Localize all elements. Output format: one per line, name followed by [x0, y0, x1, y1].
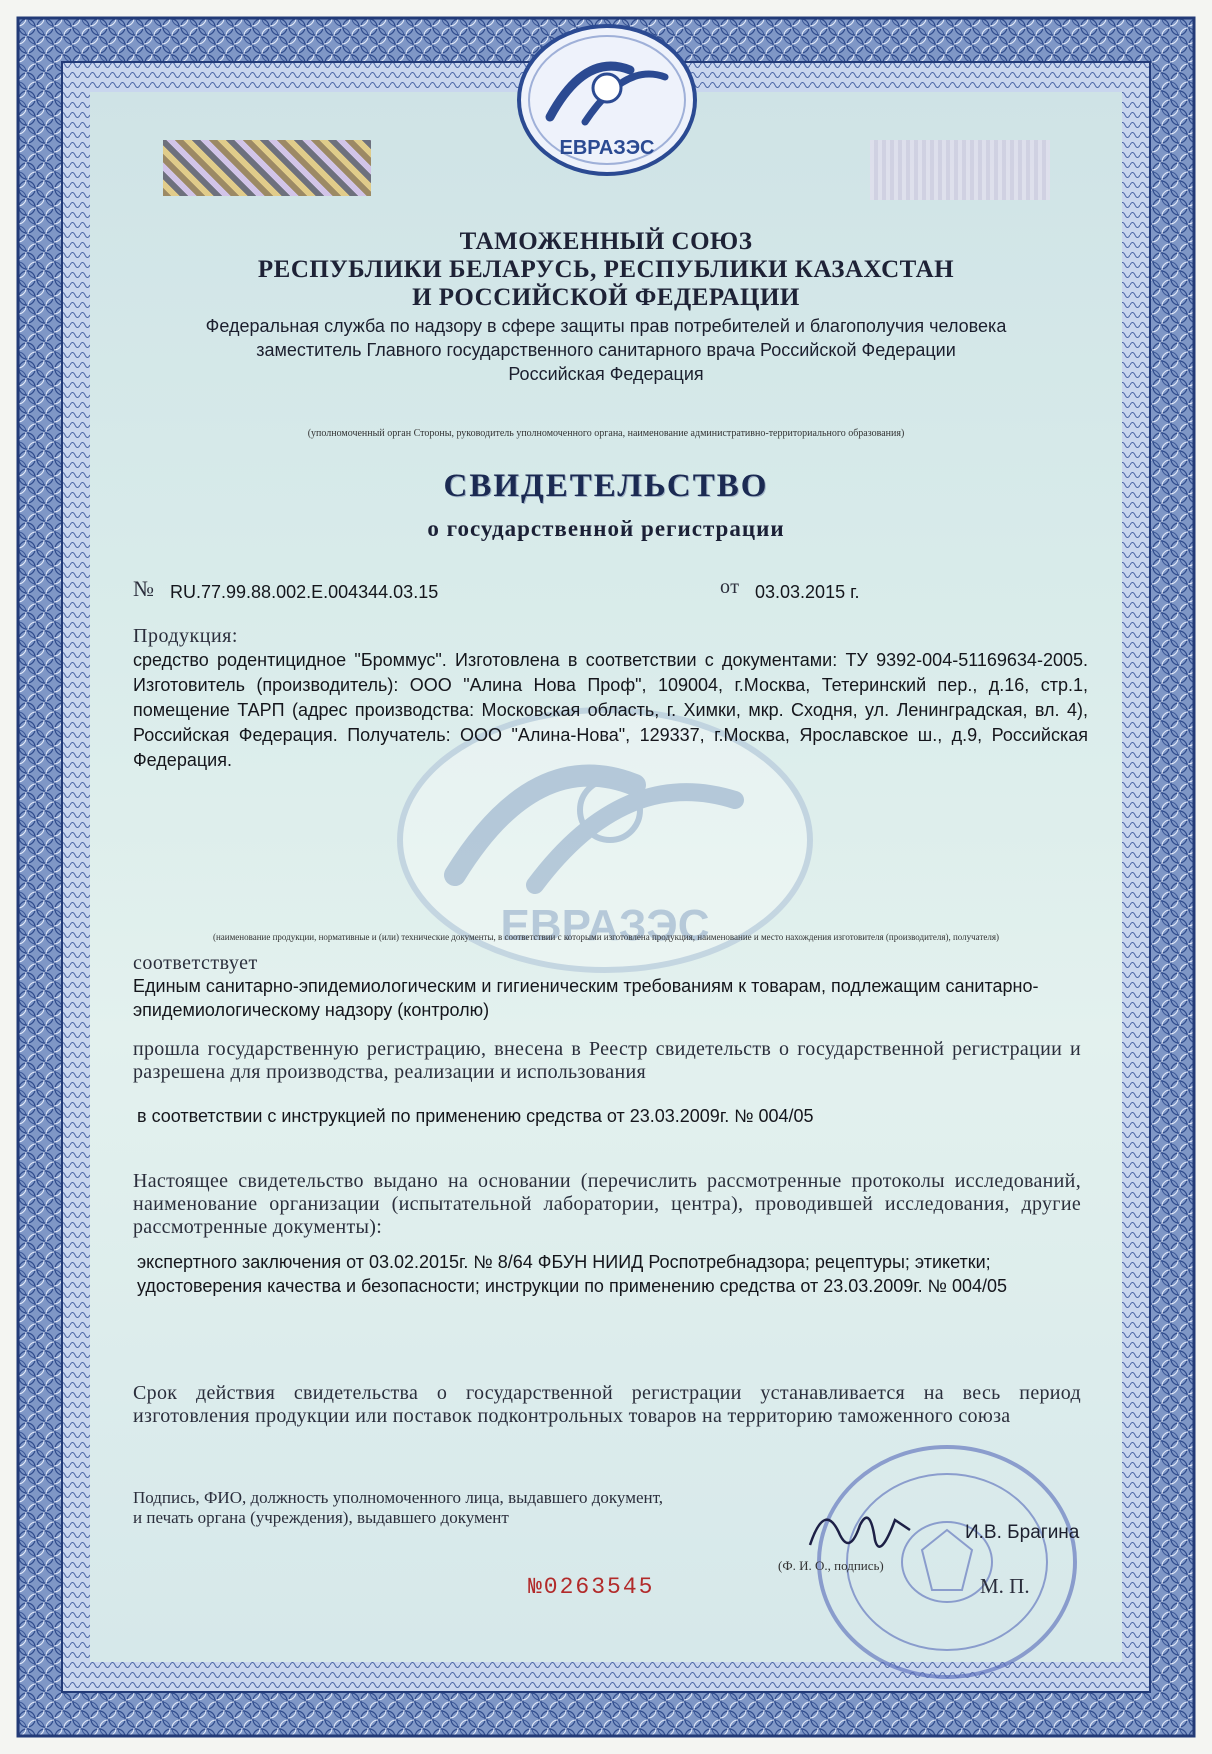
authority-line2: заместитель Главного государственного санитарного врача Российской Федерации	[256, 340, 956, 360]
product-label: Продукция:	[133, 625, 238, 647]
hologram-left	[163, 140, 371, 196]
product-caption: (наименование продукции, нормативные и (или) технические документы, в соответствии с которыми изготовлена продукция, наименование и место нахождения изготовителя (производителя), получателя)	[212, 932, 1000, 942]
number-label: №	[133, 576, 155, 601]
validity-text: Срок действия свидетельства о государственной регистрации устанавливается на весь период изготовления продукции или поставок подконтрольных товаров на территорию таможенного союза	[133, 1382, 1081, 1427]
authority-caption: (уполномоченный орган Стороны, руководитель уполномоченного органа, наименование административно-территориального образования)	[307, 428, 905, 439]
hologram-right	[870, 140, 1050, 200]
eurasec-logo	[515, 22, 699, 178]
basis-detail: экспертного заключения от 03.02.2015г. № 8/64 ФБУН НИИД Роспотребнадзора; рецептуры; этикетки; удостоверения качества и безопасности; инструкции по применению средства от 23.03.2009г. № 004/05	[137, 1252, 1008, 1296]
header-line3: И РОССИЙСКОЙ ФЕДЕРАЦИИ	[412, 284, 800, 311]
watermark-text: ЕВРАЗЭС	[500, 901, 710, 950]
document-title: СВИДЕТЕЛЬСТВО	[443, 468, 769, 504]
basis-text: Настоящее свидетельство выдано на основании (перечислить рассмотренные протоколы исследований, наименование организации (испытательной лаборатории, центра), проводившей исследования, другие рассмотренные документы):	[133, 1170, 1081, 1238]
conforms-text: Единым санитарно-эпидемиологическим и гигиеническим требованиям к товарам, подлежащим санитарно-эпидемиологическому надзору (контролю)	[133, 976, 1039, 1020]
header-line2: РЕСПУБЛИКИ БЕЛАРУСЬ, РЕСПУБЛИКИ КАЗАХСТАН	[257, 256, 955, 283]
authority-line1: Федеральная служба по надзору в сфере защиты прав потребителей и благополучия человека	[205, 316, 1007, 336]
registration-number: RU.77.99.88.002.Е.004344.03.15	[170, 582, 439, 602]
conforms-label: соответствует	[133, 952, 258, 974]
seal-mark: М. П.	[980, 1574, 1030, 1598]
logo-text: ЕВРАЗЭС	[559, 137, 655, 159]
authority-line3: Российская Федерация	[508, 364, 704, 384]
serial-number: №0263545	[528, 1574, 655, 1600]
document-subtitle: о государственной регистрации	[427, 516, 785, 541]
date-label: от	[720, 576, 740, 598]
signer-name: И.В. Брагина	[965, 1522, 1080, 1543]
header-line1: ТАМОЖЕННЫЙ СОЮЗ	[459, 228, 753, 255]
registration-text: прошла государственную регистрацию, внесена в Реестр свидетельств о государственной регистрации и разрешена для производства, реализации и использования	[133, 1038, 1081, 1083]
signature	[800, 1495, 930, 1565]
product-text: средство родентицидное "Броммус". Изготовлена в соответствии с документами: ТУ 9392-004-51169634-2005. Изготовитель (производитель): ООО "Алина Нова Проф", 109004, г.Москва, Тетеринский пер., д.16, стр.1, помещение ТАРП (адрес производства: Московская область, г. Химки, мкр. Сходня, ул. Ленинградская, вл. 4), Российская Федерация. Получатель: ООО "Алина-Нова", 129337, г.Москва, Ярославское ш., д.9, Российская Федерация.	[133, 650, 1088, 770]
signature-label: Подпись, ФИО, должность уполномоченного лица, выдавшего документ, и печать органа (учреждения), выдавшего документ	[133, 1488, 663, 1527]
signer-caption: (Ф. И. О., подпись)	[778, 1558, 884, 1573]
registration-date: 03.03.2015 г.	[755, 582, 860, 602]
registration-detail: в соответствии с инструкцией по применению средства от 23.03.2009г. № 004/05	[137, 1106, 814, 1126]
